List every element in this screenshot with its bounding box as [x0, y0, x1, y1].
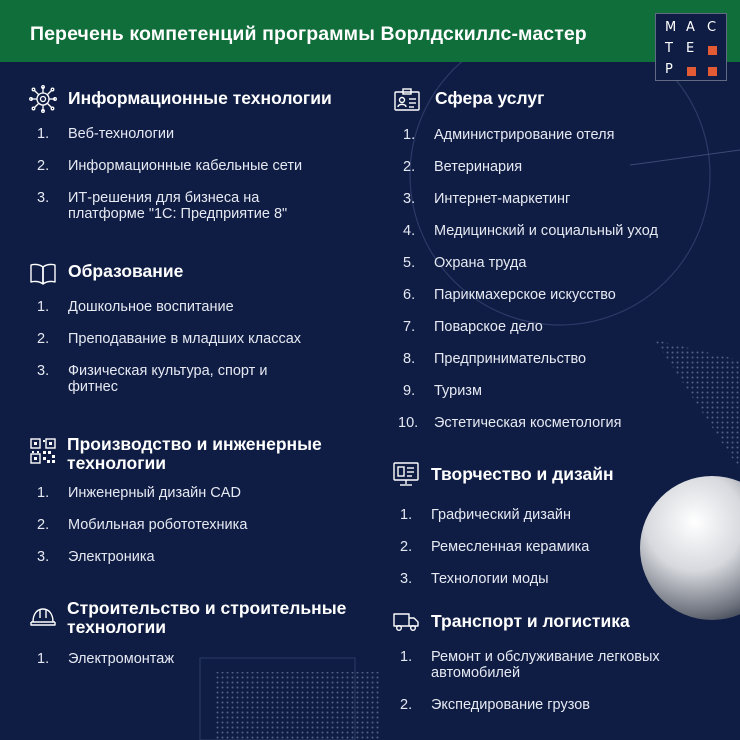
item-text: Веб-технологии — [68, 126, 175, 142]
logo-square — [708, 46, 717, 55]
item-text: Ремесленная керамика — [431, 539, 590, 555]
category-title: Сфера услуг — [435, 88, 545, 108]
logo-letter: Е — [686, 41, 695, 56]
item-text: Туризм — [434, 383, 482, 399]
item-text: Поварское дело — [434, 319, 543, 335]
item-text: Экспедирование грузов — [431, 697, 590, 713]
id-card-icon — [393, 86, 421, 114]
item-text: Эстетическая косметология — [434, 415, 622, 431]
item-number: 8. — [403, 351, 416, 367]
category-title: Информационные технологии — [68, 88, 332, 108]
item-number: 2. — [37, 331, 50, 347]
item-number: 3. — [37, 363, 50, 379]
logo-square — [708, 67, 717, 76]
category-title: Производство и инженерные технологии — [67, 434, 322, 473]
qr-code-icon — [29, 437, 57, 465]
item-number: 3. — [400, 571, 413, 587]
item-text: ИТ-решения для бизнеса на платформе "1С: Предприятие 8" — [68, 190, 288, 222]
open-book-icon — [29, 259, 57, 287]
logo-letter: С — [707, 20, 717, 35]
item-number: 9. — [403, 383, 416, 399]
item-text: Информационные кабельные сети — [68, 158, 303, 174]
item-text: Электроника — [68, 549, 155, 565]
item-number: 2. — [403, 159, 416, 175]
item-text: Администрирование отеля — [434, 127, 615, 143]
item-number: 1. — [37, 651, 50, 667]
item-number: 7. — [403, 319, 416, 335]
item-number: 3. — [37, 190, 50, 206]
item-text: Преподавание в младших классах — [68, 331, 302, 347]
logo-letter: А — [686, 20, 695, 35]
master-logo — [655, 13, 727, 81]
decor-outline-box — [200, 658, 355, 740]
item-text: Ветеринария — [434, 159, 523, 175]
category-title: Строительство и строительные технологии — [67, 598, 347, 637]
item-number: 2. — [400, 539, 413, 555]
item-number: 4. — [403, 223, 416, 239]
item-text: Электромонтаж — [68, 651, 175, 667]
item-text: Предпринимательство — [434, 351, 587, 367]
category-title: Творчество и дизайн — [431, 464, 614, 484]
monitor-design-icon — [392, 460, 420, 488]
header-bar — [0, 0, 740, 62]
item-number: 5. — [403, 255, 416, 271]
item-text: Графический дизайн — [431, 507, 572, 523]
item-text: Мобильная робототехника — [68, 517, 248, 533]
item-text: Физическая культура, спорт и фитнес — [68, 363, 268, 395]
category-title: Транспорт и логистика — [431, 611, 630, 631]
item-number: 1. — [400, 507, 413, 523]
item-number: 2. — [37, 158, 50, 174]
category-title: Образование — [68, 261, 184, 281]
logo-letter: М — [665, 20, 677, 35]
item-number: 10. — [398, 415, 419, 431]
item-number: 1. — [37, 485, 50, 501]
item-text: Охрана труда — [434, 255, 527, 271]
delivery-truck-icon — [392, 607, 420, 635]
item-text: Ремонт и обслуживание легковых автомобилей — [431, 649, 660, 681]
item-number: 1. — [400, 649, 413, 665]
item-text: Парикмахерское искусство — [434, 287, 616, 303]
item-number: 3. — [403, 191, 416, 207]
circuit-chip-icon — [29, 85, 57, 113]
item-number: 6. — [403, 287, 416, 303]
decor-dots-block — [215, 672, 380, 740]
item-text: Технологии моды — [431, 571, 549, 587]
item-number: 2. — [37, 517, 50, 533]
item-number: 3. — [37, 549, 50, 565]
logo-letter: Т — [665, 41, 673, 56]
hard-hat-icon — [29, 603, 57, 631]
item-number: 1. — [37, 299, 50, 315]
item-text: Интернет-маркетинг — [434, 191, 571, 207]
item-number: 1. — [37, 126, 50, 142]
item-text: Инженерный дизайн CAD — [68, 485, 241, 501]
item-number: 1. — [403, 127, 416, 143]
logo-letter: Р — [665, 62, 673, 77]
page-title: Перечень компетенций программы Ворлдскиллс-мастер — [30, 23, 587, 45]
item-text: Медицинский и социальный уход — [434, 223, 658, 239]
item-text: Дошкольное воспитание — [68, 299, 234, 315]
item-number: 2. — [400, 697, 413, 713]
logo-square — [687, 67, 696, 76]
